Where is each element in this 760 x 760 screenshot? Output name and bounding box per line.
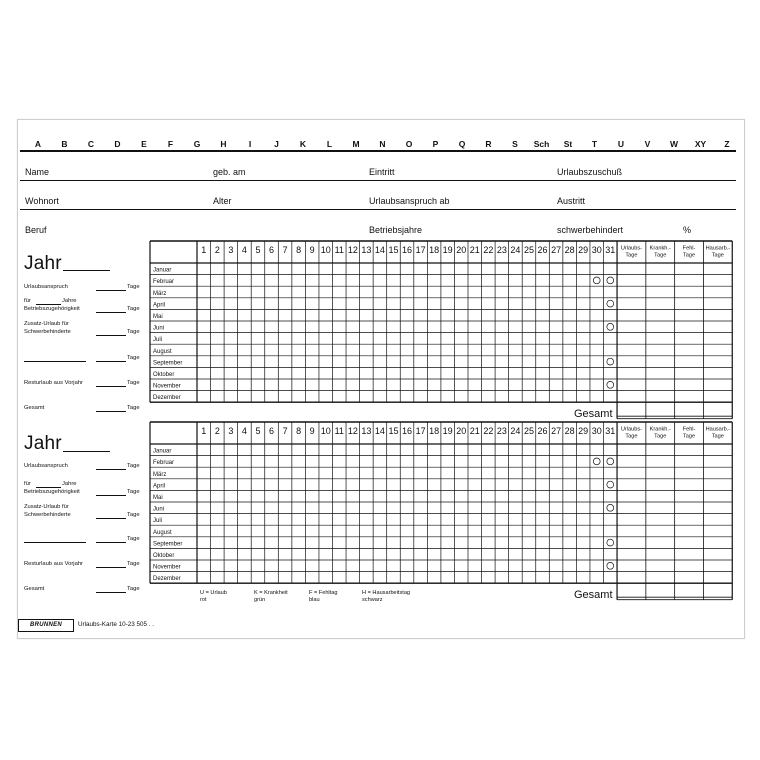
invalid-day-marker: [607, 323, 614, 330]
day-number: 28: [564, 245, 575, 255]
month-label: Februar: [153, 460, 175, 467]
day-number: 23: [496, 426, 507, 436]
alphabet-letter: O: [405, 139, 413, 149]
summary-header-line1: Krankh.-: [649, 426, 671, 433]
invalid-day-marker: [593, 458, 600, 465]
legend-housework-color: schwarz: [362, 596, 383, 603]
entitlement-unit: Tage: [127, 463, 140, 469]
day-number: 22: [483, 245, 494, 255]
day-number: 12: [347, 245, 358, 255]
legend-vacation: [200, 590, 227, 603]
field-disabled-percent: %: [683, 225, 692, 235]
day-number: 21: [469, 245, 480, 255]
month-label: Oktober: [153, 553, 175, 559]
alphabet-letter: M: [352, 139, 360, 149]
entitlement-label: Urlaubsanspruch: [24, 284, 68, 290]
day-number: 19: [442, 426, 453, 436]
day-number: 13: [361, 426, 372, 436]
summary-header-line1: Urlaubs-: [620, 245, 643, 252]
summary-header-line2: Tage: [654, 433, 667, 440]
alphabet-letter: U: [617, 139, 625, 149]
day-number: 20: [456, 245, 467, 255]
alphabet-letter: D: [114, 139, 121, 149]
alphabet-letter: F: [167, 139, 174, 149]
summary-header-line1: Urlaubs-: [620, 426, 643, 433]
summary-header-line1: Hausarb.-: [705, 245, 731, 252]
alphabet-letter: K: [299, 139, 307, 149]
month-label: September: [153, 541, 183, 548]
day-number: 25: [523, 245, 534, 255]
invalid-day-marker: [607, 539, 614, 546]
day-number: 24: [510, 245, 521, 255]
alphabet-letter: R: [485, 139, 492, 149]
day-number: 6: [269, 426, 275, 436]
day-number: 31: [605, 245, 616, 255]
custom-unit: Tage: [127, 536, 140, 542]
day-number: 29: [578, 245, 589, 255]
summary-header-line2: Tage: [711, 252, 724, 259]
month-label: August: [153, 348, 172, 355]
invalid-day-marker: [607, 358, 614, 365]
month-label: Oktober: [153, 372, 175, 378]
alphabet-letter: Sch: [533, 139, 550, 149]
day-number: 18: [429, 426, 440, 436]
legend-housework: [362, 590, 410, 603]
day-number: 4: [241, 245, 247, 255]
alphabet-letter: S: [512, 139, 518, 149]
legend-absence-code: F = Fehltag: [309, 590, 338, 596]
extra-vacation-unit: Tage: [127, 329, 140, 335]
day-number: 10: [320, 245, 331, 255]
grid-total-label: Gesamt: [574, 408, 613, 420]
day-number: 30: [591, 426, 602, 436]
day-number: 11: [334, 245, 344, 255]
extra-vacation-label: Zusatz-Urlaub für: [24, 321, 69, 327]
summary-header-line2: Tage: [682, 252, 696, 259]
field-exit-date: Austritt: [557, 196, 586, 206]
legend-housework-code: H = Hausarbeitstag: [362, 590, 411, 596]
legend-sick-code: K = Krankheit: [254, 590, 288, 596]
day-number: 26: [537, 245, 548, 255]
year-label: Jahr: [24, 433, 62, 454]
day-number: 17: [415, 426, 426, 436]
day-number: 1: [201, 426, 207, 436]
alphabet-letter: T: [591, 139, 598, 149]
entitlement-label: Urlaubsanspruch: [24, 463, 68, 469]
day-number: 24: [510, 426, 521, 436]
carryover-label: Resturlaub aus Vorjahr: [24, 380, 83, 386]
grid-total-label: Gesamt: [574, 589, 613, 601]
day-number: 10: [320, 426, 331, 436]
month-label: September: [153, 360, 183, 367]
day-number: 15: [388, 245, 399, 255]
invalid-day-marker: [607, 277, 614, 284]
alphabet-letter: L: [326, 139, 333, 149]
month-label: Juli: [153, 337, 163, 344]
invalid-day-marker: [607, 504, 614, 511]
years-label: Jahre: [62, 298, 77, 304]
seniority-label: Betriebszugehörigkeit: [24, 306, 80, 312]
alphabet-letter: St: [563, 139, 573, 149]
day-number: 18: [429, 245, 440, 255]
day-number: 26: [537, 426, 548, 436]
month-label: April: [153, 302, 166, 309]
summary-header-line2: Tage: [654, 252, 667, 259]
month-label: März: [153, 471, 167, 478]
day-number: 19: [442, 245, 453, 255]
invalid-day-marker: [607, 481, 614, 488]
seniority-unit: Tage: [127, 489, 140, 495]
day-number: 1: [201, 245, 207, 255]
alphabet-letter: I: [248, 139, 252, 149]
legend-vacation-color: rot: [200, 596, 207, 603]
custom-unit: Tage: [127, 355, 140, 361]
summary-header-line2: Tage: [625, 433, 638, 440]
day-number: 27: [551, 245, 562, 255]
disabled-persons-label: Schwerbehinderte: [24, 512, 71, 518]
day-number: 30: [591, 245, 602, 255]
day-number: 14: [374, 426, 385, 436]
years-label: Jahre: [62, 481, 77, 487]
summary-header-line1: Krankh.-: [649, 245, 671, 252]
alphabet-letter: P: [432, 139, 439, 149]
month-label: Dezember: [153, 395, 181, 402]
alphabet-letter: V: [644, 139, 651, 149]
month-label: Januar: [153, 267, 172, 274]
field-birthdate: geb. am: [213, 167, 246, 177]
legend-absence: [309, 590, 337, 603]
day-number: 8: [296, 245, 302, 255]
seniority-label: Betriebszugehörigkeit: [24, 489, 80, 495]
day-number: 20: [456, 426, 467, 436]
day-number: 4: [241, 426, 247, 436]
year-label: Jahr: [24, 253, 62, 274]
field-entry-date: Eintritt: [369, 167, 395, 177]
disabled-persons-label: Schwerbehinderte: [24, 329, 71, 335]
day-number: 8: [296, 426, 302, 436]
day-number: 27: [551, 426, 562, 436]
product-code: Urlaubs-Karte 10-23 505 . .: [78, 621, 154, 628]
total-unit: Tage: [127, 586, 140, 592]
month-label: April: [153, 483, 166, 490]
brand-logo: BRUNNEN: [18, 619, 74, 632]
day-number: 3: [228, 245, 234, 255]
month-label: Februar: [153, 279, 175, 286]
for-label: für: [24, 298, 31, 304]
alphabet-letter: XY: [694, 139, 707, 149]
day-number: 7: [282, 245, 288, 255]
month-label: Mai: [153, 495, 163, 501]
field-years-of-service: Betriebsjahre: [369, 225, 423, 235]
day-number: 16: [402, 426, 413, 436]
day-number: 16: [402, 245, 413, 255]
day-number: 9: [309, 245, 315, 255]
day-number: 31: [605, 426, 616, 436]
month-label: August: [153, 529, 172, 536]
day-number: 29: [578, 426, 589, 436]
day-number: 15: [388, 426, 399, 436]
day-number: 22: [483, 426, 494, 436]
legend-sick: [254, 590, 288, 603]
field-name: Name: [25, 167, 50, 177]
alphabet-letter: J: [274, 139, 279, 149]
summary-header-line2: Tage: [625, 252, 638, 259]
total-label: Gesamt: [24, 586, 45, 592]
invalid-day-marker: [607, 300, 614, 307]
day-number: 13: [361, 245, 372, 255]
extra-vacation-label: Zusatz-Urlaub für: [24, 504, 69, 510]
month-label: Juli: [153, 518, 163, 525]
invalid-day-marker: [607, 381, 614, 388]
field-vacation-bonus: Urlaubszuschuß: [557, 167, 623, 177]
month-label: März: [153, 290, 167, 297]
field-age: Alter: [213, 196, 232, 206]
alphabet-letter: G: [193, 139, 201, 149]
month-label: November: [153, 564, 181, 571]
carryover-label: Resturlaub aus Vorjahr: [24, 561, 83, 567]
month-label: Juni: [153, 506, 165, 513]
day-number: 25: [523, 426, 534, 436]
day-number: 6: [269, 245, 275, 255]
extra-vacation-unit: Tage: [127, 512, 140, 518]
legend-sick-color: grün: [254, 596, 266, 603]
entitlement-unit: Tage: [127, 284, 140, 290]
alphabet-letter: H: [220, 139, 227, 149]
field-profession: Beruf: [25, 225, 47, 235]
day-number: 2: [214, 245, 220, 255]
invalid-day-marker: [607, 458, 614, 465]
day-number: 5: [255, 245, 261, 255]
carryover-unit: Tage: [127, 561, 140, 567]
summary-header-line1: Fehl-: [682, 245, 696, 252]
month-label: Juni: [153, 325, 165, 332]
field-residence: Wohnort: [25, 196, 59, 206]
summary-header-line2: Tage: [682, 433, 696, 440]
day-number: 23: [496, 245, 507, 255]
alphabet-letter: E: [141, 139, 147, 149]
seniority-unit: Tage: [127, 306, 140, 312]
alphabet-letter: C: [87, 139, 95, 149]
summary-header-line1: Hausarb.-: [705, 426, 731, 433]
alphabet-letter: A: [34, 139, 42, 149]
month-label: Januar: [153, 448, 172, 455]
summary-header-line1: Fehl-: [682, 426, 696, 433]
total-label: Gesamt: [24, 405, 45, 411]
field-disabled: schwerbehindert: [557, 225, 624, 235]
for-label: für: [24, 481, 31, 487]
summary-header-line2: Tage: [711, 433, 724, 440]
invalid-day-marker: [607, 562, 614, 569]
alphabet-letter: Z: [724, 139, 730, 149]
day-number: 21: [469, 426, 480, 436]
day-number: 9: [309, 426, 315, 436]
total-unit: Tage: [127, 405, 140, 411]
month-label: November: [153, 383, 181, 390]
day-number: 2: [214, 426, 220, 436]
month-label: Mai: [153, 314, 163, 320]
day-number: 14: [374, 245, 385, 255]
month-label: Dezember: [153, 576, 181, 583]
day-number: 3: [228, 426, 234, 436]
alphabet-letter: W: [669, 139, 679, 149]
carryover-unit: Tage: [127, 380, 140, 386]
day-number: 5: [255, 426, 261, 436]
alphabet-letter: N: [379, 139, 386, 149]
day-number: 28: [564, 426, 575, 436]
invalid-day-marker: [593, 277, 600, 284]
legend-vacation-code: U = Urlaub: [200, 590, 227, 596]
day-number: 7: [282, 426, 288, 436]
day-number: 11: [334, 426, 344, 436]
day-number: 17: [415, 245, 426, 255]
day-number: 12: [347, 426, 358, 436]
alphabet-letter: B: [61, 139, 68, 149]
alphabet-letter: Q: [458, 139, 466, 149]
legend-absence-color: blau: [309, 596, 320, 603]
field-vacation-claim-from: Urlaubsanspruch ab: [369, 196, 450, 206]
